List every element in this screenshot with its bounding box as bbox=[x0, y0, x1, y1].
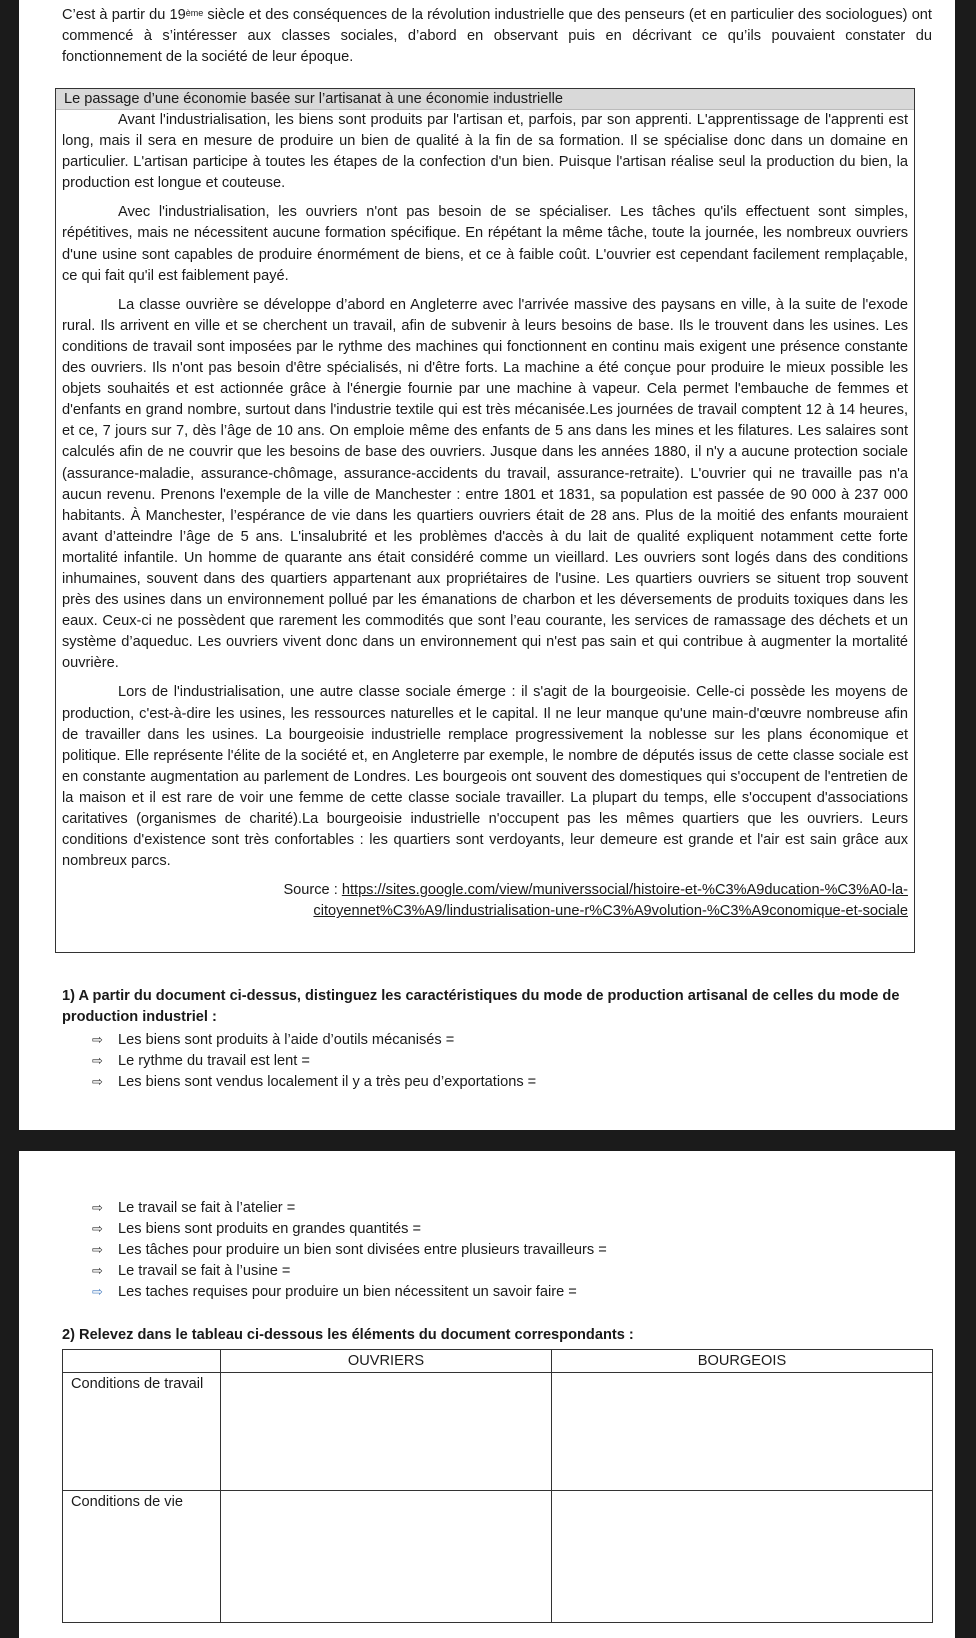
document-paragraph-4: Lors de l'industrialisation, une autre classe sociale émerge : il s'agit de la bourgeoisie. Celle-ci possède les moyens de production, c'est-à-dire les usines, les ressources naturelles et le capital. Il ne leur manque qu'une main-d'œuvre nombreuse afin de travailler dans les usines. La bourgeoisie industrielle remplace progressivement la noblesse sur les plans économique et politique. Elle représente l'élite de la société et, en Angleterre par exemple, le nombre de députés issus de cette classe sociale est en constante augmentation au parlement de Londres. Les bourgeois ont souvent des domestiques qui s'occupent de l'entretien de la maison et il est rare de voir une femme de cette classe sociale travailler. La plupart du temps, elle s'occupent d'associations caritatives (organismes de charité).La bourgeoisie industrielle n'occupent pas les mêmes quartiers que les ouvriers. Leurs conditions d'existence sont très confortables : les quartiers sont verdoyants, leur demeure est grande et l'air est sain grâce aux nombreux parcs. bbox=[62, 684, 908, 870]
question-1-list-continued bbox=[92, 1197, 607, 1302]
source-link[interactable]: https://sites.google.com/view/muniverssocial/histoire-et-%C3%A9ducation-%C3%A0-la- bbox=[341, 882, 908, 899]
list-item: ⇨ Le rythme du travail est lent = bbox=[92, 1050, 536, 1071]
arrow-icon: ⇨ bbox=[92, 1053, 103, 1068]
list-item: ⇨ Les biens sont produits en grandes quantités = bbox=[92, 1218, 607, 1239]
table-header-bourgeois: BOURGEOIS bbox=[552, 1350, 933, 1373]
document-paragraph-3: La classe ouvrière se développe d’abord en Angleterre avec l'arrivée massive des paysans en ville, à la suite de l'exode rural. Ils arrivent en ville et se cherchent un travail, afin de subvenir à leurs besoins de base. Ils le trouvent dans les usines. Les conditions de travail sont imposées par le rythme des machines qui fonctionnent en continu mais exigent une présence constante des ouvriers. Ils n'ont pas besoin d'être spécialisés, ni d'être forts. La machine a été conçue pour produire le mieux possible les objets souhaités et est actionnée grâce à l'énergie fournie par une machine à vapeur. Cela permet l'embauche de femmes et d'enfants en grand nombre, surtout dans l'industrie textile qui est très mécanisée.Les journées de travail comptent 12 à 14 heures, et ce, 7 jours sur 7, dès l’âge de 10 ans. On emploie même des enfants de 5 ans dans les mines et les filatures. Les salaires sont calculés afin de ne couvrir que les besoins de base des ouvriers. Jusque dans les années 1880, il n'y a aucune protection sociale (assurance-maladie, assurance-chômage, assurance-accidents du travail, assurance-retraite). L'ouvrier qui ne travaille pas n'a aucun revenu. Prenons l'exemple de la ville de Manchester : entre 1801 et 1831, sa population est passée de 90 000 à 237 000 habitants. À Manchester, l’espérance de vie dans les quartiers ouvriers était de 28 ans. Plus de la moitié des enfants mouraient avant d’atteindre l’âge de 5 ans. L'insalubrité et les problèmes d'accès à du lait de qualité expliquent notamment cette forte mortalité infantile. Un homme de quarante ans était considéré comme un vieillard. Les ouvriers sont logés dans des conditions inhumaines, souvent dans des quartiers appartenant aux propriétaires de l'usine. Les quartiers ouvriers se situent trop souvent près des usines dans un environnement pollué par les émanations de charbon et les déversements de produits toxiques dans les eaux. Ceux-ci ne possèdent que rarement les commodités que sont l’eau courante, les services de ramassage des déchets et un système d’aqueduc. Les ouvriers vivent donc dans un environnement qui n'est pas sain et qui contribue à augmenter la mortalité ouvrière. bbox=[62, 296, 908, 672]
list-item: ⇨ Les taches requises pour produire un bien nécessitent un savoir faire = bbox=[92, 1281, 607, 1302]
list-item: ⇨ Les tâches pour produire un bien sont divisées entre plusieurs travailleurs = bbox=[92, 1239, 607, 1260]
arrow-icon: ⇨ bbox=[92, 1242, 103, 1257]
source-link-continued[interactable]: citoyennet%C3%A9/lindustrialisation-une-r%C3%A9volution-%C3%A9conomique-et-sociale bbox=[313, 903, 908, 920]
table-header-row bbox=[63, 1350, 933, 1373]
table-row bbox=[63, 1373, 933, 1491]
list-item: ⇨ Le travail se fait à l’atelier = bbox=[92, 1197, 607, 1218]
list-item: ⇨ Le travail se fait à l’usine = bbox=[92, 1260, 607, 1281]
table-header-empty bbox=[63, 1350, 221, 1373]
arrow-icon: ⇨ bbox=[92, 1263, 103, 1278]
document-box bbox=[55, 88, 915, 953]
answer-cell-ouvriers-vie[interactable] bbox=[221, 1491, 552, 1623]
arrow-icon: ⇨ bbox=[92, 1074, 103, 1089]
question-2-title: 2) Relevez dans le tableau ci-dessous les éléments du document correspondants : bbox=[62, 1327, 634, 1343]
document-paragraph-2: Avec l'industrialisation, les ouvriers n'ont pas besoin de se spécialiser. Les tâches qu'ils effectuent sont simples, répétitives, mais ne nécessitent aucune formation spécifique. En répétant la même tâche, toute la journée, les nombreux ouvriers d'une usine sont capables de produire énormément de biens, et ce à faible coût. L'ouvrier est cependant facilement remplaçable, ce qui fait qu'il est faiblement payé. bbox=[62, 204, 908, 284]
row-label-conditions-vie: Conditions de vie bbox=[63, 1491, 221, 1623]
answer-cell-bourgeois-vie[interactable] bbox=[552, 1491, 933, 1623]
arrow-icon: ⇨ bbox=[92, 1200, 103, 1215]
table-header-ouvriers: OUVRIERS bbox=[221, 1350, 552, 1373]
answer-cell-bourgeois-travail[interactable] bbox=[552, 1373, 933, 1491]
answer-table bbox=[62, 1349, 933, 1623]
document-paragraph-1: Avant l'industrialisation, les biens sont produits par l'artisan et, parfois, par son apprenti. L'apprentissage de l'apprenti est long, mais il sera en mesure de produire un bien de qualité à la fin de sa formation. Il se spécialise donc dans un domaine en particulier. L'artisan participe à toutes les étapes de la confection d'un bien. Puisque l'artisan réalise seul la production du bien, la production est longue et couteuse. bbox=[62, 112, 908, 192]
intro-paragraph: C’est à partir du 19ème siècle et des conséquences de la révolution industrielle que des penseurs (et en particulier des sociologues) ont commencé à s’intéresser aux classes sociales, d’abord en observant puis en décrivant ce qu’ils pouvaient constater du fonctionnement de la société de leur époque. bbox=[62, 7, 932, 65]
arrow-icon: ⇨ bbox=[92, 1221, 103, 1236]
question-1-list bbox=[92, 1029, 536, 1092]
document-title: Le passage d’une économie basée sur l’artisanat à une économie industrielle bbox=[56, 89, 914, 110]
worksheet-page-2 bbox=[19, 1151, 955, 1638]
worksheet-page-1 bbox=[19, 0, 955, 1130]
arrow-icon: ⇨ bbox=[92, 1284, 103, 1299]
superscript: ème bbox=[185, 8, 204, 18]
table-row bbox=[63, 1491, 933, 1623]
list-item: ⇨ Les biens sont produits à l’aide d’outils mécanisés = bbox=[92, 1029, 536, 1050]
arrow-icon: ⇨ bbox=[92, 1032, 103, 1047]
list-item: ⇨ Les biens sont vendus localement il y a très peu d’exportations = bbox=[92, 1071, 536, 1092]
document-source: Source : https://sites.google.com/view/muniverssocial/histoire-et-%C3%A9ducation-%C3%A0-la- citoyennet%C3%A9/lindustrialisation-une-r%C3%A9volution-%C3%A9conomique-et-sociale bbox=[283, 882, 908, 920]
row-label-conditions-travail: Conditions de travail bbox=[63, 1373, 221, 1491]
answer-cell-ouvriers-travail[interactable] bbox=[221, 1373, 552, 1491]
question-1-title: 1) A partir du document ci-dessus, distinguez les caractéristiques du mode de production artisanal de celles du mode de production industriel : bbox=[62, 988, 900, 1025]
